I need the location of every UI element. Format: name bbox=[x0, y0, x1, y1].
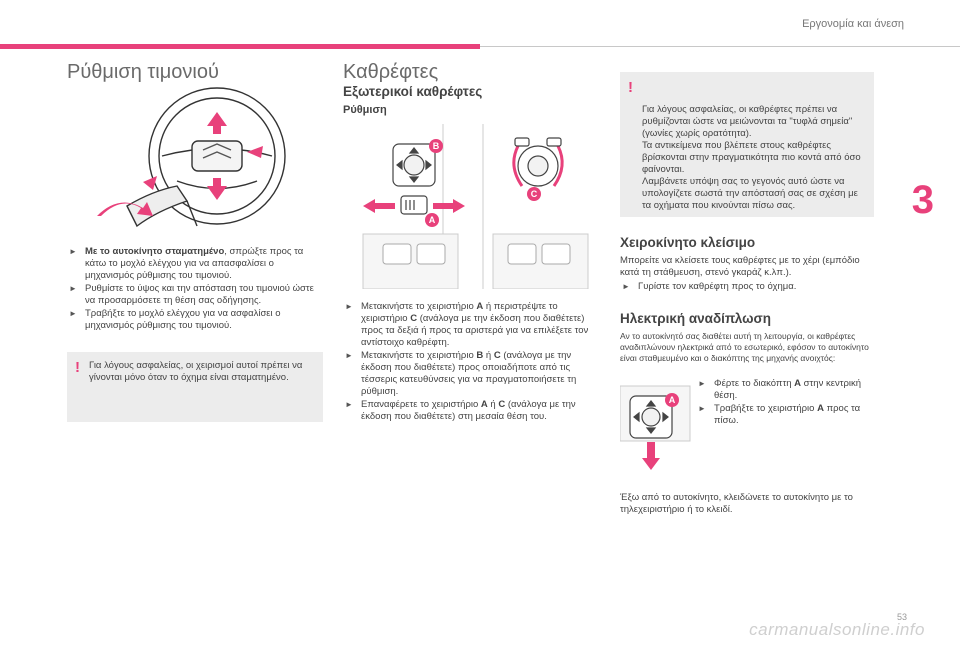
mirror-step-3: ► Επαναφέρετε το χειριστήριο A ή C (ανάλογα με την έκδοση που διαθέτετε) στη μεσαία θέση του. bbox=[345, 399, 576, 422]
warning-icon: ! bbox=[628, 79, 633, 96]
watermark: carmanualsonline.info bbox=[749, 620, 925, 639]
bullet-arrow-icon: ► bbox=[345, 351, 353, 360]
electric-fold-step-1: ► Φέρτε το διακόπτη A στην κεντρική θέση. bbox=[698, 378, 861, 401]
label-c: C bbox=[530, 189, 538, 199]
bullet-arrow-icon: ► bbox=[69, 284, 77, 293]
steering-section bbox=[67, 61, 323, 422]
fold-switch-illustration bbox=[620, 376, 700, 476]
manual-fold-steps bbox=[620, 281, 874, 293]
mirror-adjust-steps bbox=[343, 301, 603, 423]
warning-icon: ! bbox=[75, 359, 80, 376]
page-number: 53 bbox=[896, 612, 907, 622]
steering-step-3: ► Τραβήξτε το μοχλό ελέγχου για να ασφαλίσει ο μηχανισμός ρύθμισης του τιμονιού. bbox=[69, 308, 281, 331]
mirrors-title: Καθρέφτες bbox=[343, 61, 439, 83]
switch-a bbox=[401, 196, 427, 214]
electric-fold-steps bbox=[696, 378, 866, 428]
electric-fold-title: Ηλεκτρική αναδίπλωση bbox=[620, 311, 771, 326]
electric-fold-block bbox=[620, 376, 874, 486]
adjust-subtitle: Ρύθμιση bbox=[343, 104, 387, 116]
steering-title: Ρύθμιση τιμονιού bbox=[67, 61, 219, 83]
mirror-step-2: ► Μετακινήστε το χειριστήριο B ή C (ανάλογα με την έκδοση που διαθέτετε) προς οποιαδήποτε από τις τέσσερις κατευθύνσεις για να πραγματοποιήσετε τη ρύθμιση. bbox=[345, 350, 577, 397]
fold-label-a: A bbox=[668, 395, 676, 405]
bullet-arrow-icon: ► bbox=[69, 247, 77, 256]
header-accent-bar bbox=[0, 44, 480, 49]
mirror-safety-warning-box bbox=[620, 72, 874, 217]
bullet-arrow-icon: ► bbox=[345, 400, 353, 409]
rotary-knob-c bbox=[514, 138, 562, 186]
manual-fold-title: Χειροκίνητο κλείσιμο bbox=[620, 235, 756, 250]
chapter-number: 3 bbox=[911, 178, 934, 222]
bullet-arrow-icon: ► bbox=[698, 379, 706, 388]
bullet-arrow-icon: ► bbox=[345, 302, 353, 311]
chapter-header-title: Εργονομία και άνεση bbox=[802, 18, 904, 30]
electric-fold-step-2: ► Τραβήξτε το χειριστήριο A προς τα πίσω. bbox=[698, 403, 861, 426]
steering-step-1: ► Με το αυτοκίνητο σταματημένο, σπρώξτε προς τα κάτω το μοχλό ελέγχου για να απασφαλίσει ο μηχανισμός ρύθμισης του τιμονιού. bbox=[69, 246, 304, 281]
joystick-b bbox=[393, 144, 435, 186]
mirror-step-1: ► Μετακινήστε το χειριστήριο A ή περιστρέψτε το χειριστήριο C (ανάλογα με την έκδοση που διαθέτετε) προς τα δεξιά ή προς τα αριστερά για να επιλέξετε τον αντίστοιχο καθρέφτη. bbox=[345, 301, 589, 348]
manual-fold-step: ► Γυρίστε τον καθρέφτη προς το όχημα. bbox=[622, 281, 797, 292]
electric-fold-intro: Αν το αυτοκίνητό σας διαθέτει αυτή τη λειτουργία, οι καθρέφτες αναδιπλώνουν ηλεκτρικά από το εσωτερικό, εφόσον το αυτοκίνητο είναι σταθμευμένο και ο διακόπτης της μηχανής ανοιχτός: bbox=[620, 331, 869, 363]
label-b: B bbox=[432, 141, 440, 151]
pull-arrow-icon bbox=[642, 442, 660, 470]
mirror-controls-illustration bbox=[343, 124, 603, 289]
bullet-arrow-icon: ► bbox=[69, 309, 77, 318]
steering-steps bbox=[67, 246, 323, 332]
steering-wheel-illustration bbox=[67, 86, 323, 236]
right-column bbox=[620, 72, 874, 518]
bullet-arrow-icon: ► bbox=[698, 404, 706, 413]
steering-warning-text: Για λόγους ασφαλείας, οι χειρισμοί αυτοί πρέπει να γίνονται μόνο όταν το όχημα είναι σταματημένο. bbox=[89, 360, 303, 383]
mirrors-section bbox=[343, 61, 603, 424]
exterior-mirrors-subtitle: Εξωτερικοί καθρέφτες bbox=[343, 84, 483, 99]
header-rule bbox=[480, 46, 960, 47]
bullet-arrow-icon: ► bbox=[622, 282, 630, 291]
manual-fold-text: Μπορείτε να κλείσετε τους καθρέφτες με το χέρι (εμπόδιο κατά τη στάθμευση, στενό γκαράζ κ.λπ.). bbox=[620, 255, 860, 278]
steering-step-2: ► Ρυθμίστε το ύψος και την απόσταση του τιμονιού ώστε να προσαρμόσετε τη θέση σας οδήγησης. bbox=[69, 283, 314, 306]
electric-fold-outro: Έξω από το αυτοκίνητο, κλειδώνετε το αυτοκίνητο με το τηλεχειριστήριο ή το κλειδί. bbox=[620, 492, 853, 515]
label-a: A bbox=[428, 215, 436, 225]
mirror-safety-warning-text: Για λόγους ασφαλείας, οι καθρέφτες πρέπει να ρυθμίζονται ώστε να μειώνονται τα "τυφλά σημεία" (γωνίες χωρίς ορατότητα). Τα αντικείμενα που βλέπετε στους καθρέφτες βρίσκονται στην πραγματικότητα πιο κοντά από όσο φαίνονται. Λαμβάνετε υπόψη σας το γεγονός αυτό ώστε να υπολογίζετε σωστά την απόστασή σας σε σχέση με τα οχήματα που κινούνται πίσω σας. bbox=[642, 104, 861, 211]
steering-warning-box bbox=[67, 352, 323, 422]
